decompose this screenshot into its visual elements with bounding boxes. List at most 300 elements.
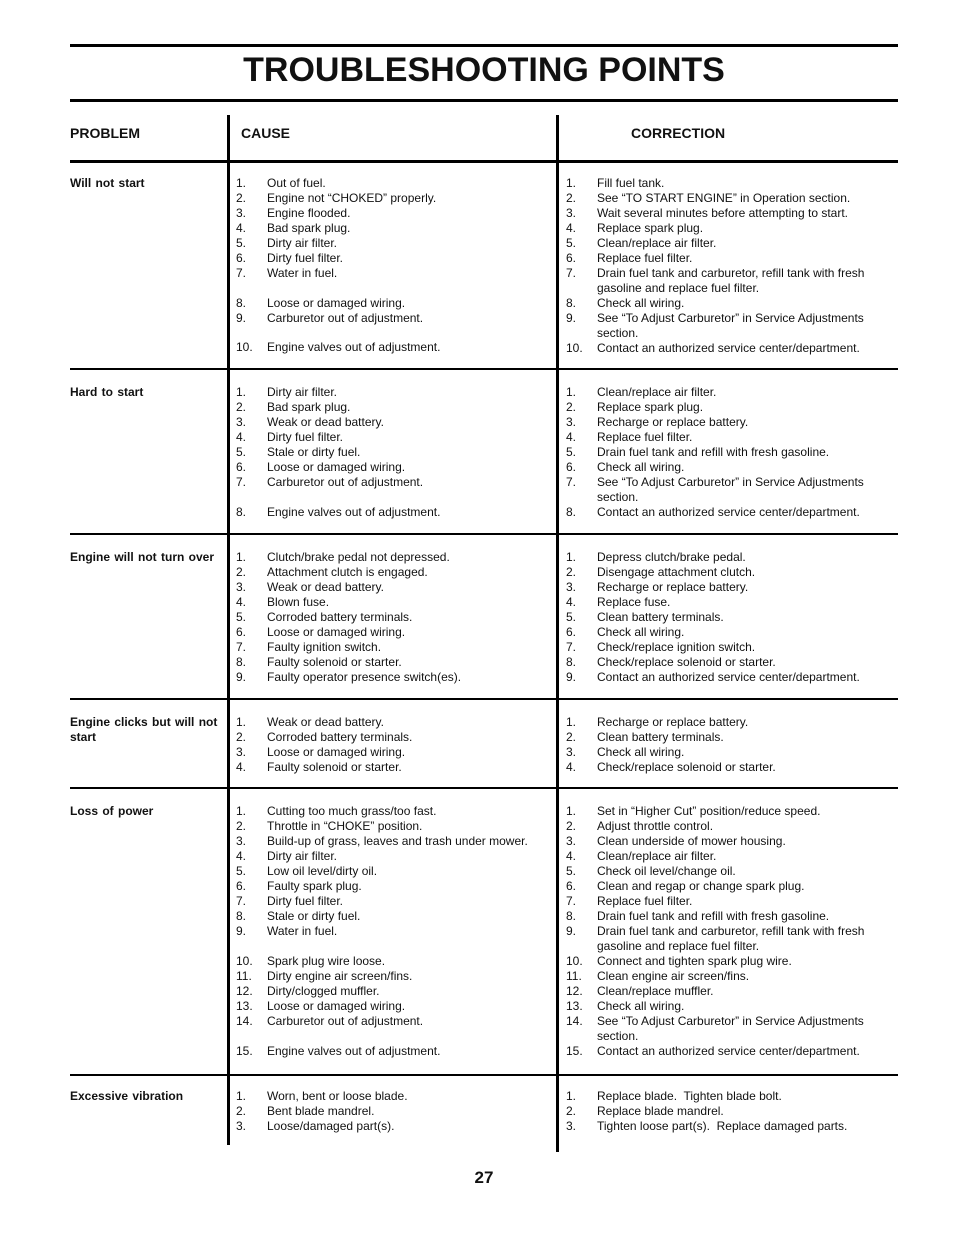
cause-list bbox=[236, 804, 554, 1059]
correction-item bbox=[566, 804, 888, 819]
section-divider bbox=[70, 1074, 898, 1076]
cause-text: Low oil level/dirty oil. bbox=[267, 864, 378, 878]
item-number: 4. bbox=[566, 430, 577, 444]
item-number: 14. bbox=[236, 1014, 253, 1028]
cause-text: Cutting too much grass/too fast. bbox=[267, 804, 437, 818]
correction-text: Clean/replace air filter. bbox=[597, 236, 717, 250]
cause-item bbox=[236, 610, 554, 625]
correction-text: Check oil level/change oil. bbox=[597, 864, 736, 878]
item-number: 8. bbox=[236, 505, 247, 519]
correction-list bbox=[566, 176, 888, 356]
cause-item bbox=[236, 415, 554, 430]
correction-text: See “To Adjust Carburetor” in Service Adjustments section. bbox=[597, 475, 864, 504]
item-number: 2. bbox=[566, 1104, 577, 1118]
item-number: 6. bbox=[236, 460, 247, 474]
correction-item bbox=[566, 1089, 888, 1104]
cause-list bbox=[236, 385, 554, 520]
item-number: 9. bbox=[236, 924, 247, 938]
correction-text: Replace fuel filter. bbox=[597, 894, 693, 908]
item-number: 6. bbox=[566, 251, 577, 265]
cause-text: Blown fuse. bbox=[267, 595, 330, 609]
item-number: 2. bbox=[236, 400, 247, 414]
correction-item bbox=[566, 445, 888, 460]
correction-item bbox=[566, 206, 888, 221]
cause-item bbox=[236, 191, 554, 206]
item-number: 5. bbox=[236, 610, 247, 624]
item-number: 5. bbox=[236, 445, 247, 459]
correction-list bbox=[566, 715, 888, 775]
correction-text: See “To Adjust Carburetor” in Service Adjustments section. bbox=[597, 1014, 864, 1043]
cause-text: Corroded battery terminals. bbox=[267, 730, 413, 744]
correction-text: Clean/replace air filter. bbox=[597, 385, 717, 399]
item-number: 1. bbox=[566, 804, 577, 818]
correction-list bbox=[566, 550, 888, 685]
correction-item bbox=[566, 505, 888, 520]
cause-item bbox=[236, 625, 554, 640]
cause-item bbox=[236, 670, 554, 685]
correction-text: Disengage attachment clutch. bbox=[597, 565, 756, 579]
cause-text: Spark plug wire loose. bbox=[267, 954, 386, 968]
cause-item bbox=[236, 266, 554, 281]
item-number: 15. bbox=[236, 1044, 253, 1058]
item-number: 13. bbox=[236, 999, 253, 1013]
cause-text: Clutch/brake pedal not depressed. bbox=[267, 550, 450, 564]
item-number: 5. bbox=[566, 445, 577, 459]
item-number: 12. bbox=[566, 984, 583, 998]
item-number: 8. bbox=[566, 505, 577, 519]
correction-text: Check all wiring. bbox=[597, 745, 685, 759]
correction-text: Clean and regap or change spark plug. bbox=[597, 879, 805, 893]
cause-item bbox=[236, 984, 554, 999]
cause-text: Engine not “CHOKED” properly. bbox=[267, 191, 437, 205]
cause-text: Stale or dirty fuel. bbox=[267, 909, 361, 923]
item-number: 10. bbox=[566, 341, 583, 355]
correction-item bbox=[566, 864, 888, 879]
section-divider bbox=[70, 698, 898, 700]
item-number: 8. bbox=[236, 296, 247, 310]
item-number: 4. bbox=[236, 221, 247, 235]
item-number: 9. bbox=[566, 670, 577, 684]
cause-text: Engine valves out of adjustment. bbox=[267, 1044, 441, 1058]
cause-item bbox=[236, 221, 554, 236]
cause-item bbox=[236, 385, 554, 400]
cause-text: Out of fuel. bbox=[267, 176, 326, 190]
section-divider bbox=[70, 368, 898, 370]
item-number: 9. bbox=[566, 311, 577, 325]
cause-item bbox=[236, 954, 554, 969]
correction-item bbox=[566, 191, 888, 206]
item-number: 4. bbox=[236, 595, 247, 609]
cause-text: Dirty air filter. bbox=[267, 385, 338, 399]
cause-text: Faulty operator presence switch(es). bbox=[267, 670, 462, 684]
item-number: 7. bbox=[566, 266, 577, 280]
item-number: 2. bbox=[236, 1104, 247, 1118]
correction-item bbox=[566, 849, 888, 864]
page-number: 27 bbox=[474, 1168, 494, 1187]
problem-label: Engine clicks but will not start bbox=[70, 715, 218, 744]
correction-item bbox=[566, 430, 888, 445]
correction-item bbox=[566, 760, 888, 775]
cause-text: Faulty solenoid or starter. bbox=[267, 760, 402, 774]
correction-text: Replace fuel filter. bbox=[597, 430, 693, 444]
cause-item bbox=[236, 580, 554, 595]
cause-item bbox=[236, 296, 554, 311]
item-number: 8. bbox=[236, 909, 247, 923]
page-title: TROUBLESHOOTING POINTS bbox=[243, 51, 725, 89]
item-number: 6. bbox=[566, 625, 577, 639]
item-number: 4. bbox=[236, 849, 247, 863]
item-number: 7. bbox=[236, 475, 247, 489]
correction-text: Replace fuse. bbox=[597, 595, 671, 609]
item-number: 13. bbox=[566, 999, 583, 1013]
item-number: 12. bbox=[236, 984, 253, 998]
section-divider bbox=[70, 533, 898, 535]
cause-text: Weak or dead battery. bbox=[267, 415, 384, 429]
cause-text: Faulty solenoid or starter. bbox=[267, 655, 402, 669]
item-number: 3. bbox=[236, 1119, 247, 1133]
cause-text: Faulty ignition switch. bbox=[267, 640, 382, 654]
cause-item bbox=[236, 909, 554, 924]
cause-text: Dirty/clogged muffler. bbox=[267, 984, 380, 998]
cause-item bbox=[236, 550, 554, 565]
item-number: 9. bbox=[236, 670, 247, 684]
correction-item bbox=[566, 969, 888, 984]
correction-text: Recharge or replace battery. bbox=[597, 415, 749, 429]
cause-item bbox=[236, 804, 554, 819]
item-number: 2. bbox=[566, 819, 577, 833]
item-number: 1. bbox=[566, 550, 577, 564]
correction-text: Recharge or replace battery. bbox=[597, 715, 749, 729]
cause-item bbox=[236, 999, 554, 1014]
correction-text: Check all wiring. bbox=[597, 999, 685, 1013]
correction-item bbox=[566, 834, 888, 849]
correction-text: See “TO START ENGINE” in Operation section. bbox=[597, 191, 851, 205]
item-number: 1. bbox=[566, 1089, 577, 1103]
correction-text: Clean battery terminals. bbox=[597, 610, 724, 624]
correction-item bbox=[566, 819, 888, 834]
cause-item bbox=[236, 715, 554, 730]
cause-item bbox=[236, 565, 554, 580]
cause-text: Stale or dirty fuel. bbox=[267, 445, 361, 459]
item-number: 2. bbox=[236, 565, 247, 579]
cause-text: Engine valves out of adjustment. bbox=[267, 340, 441, 354]
cause-item bbox=[236, 1089, 554, 1104]
correction-text: Check all wiring. bbox=[597, 625, 685, 639]
correction-text: Check all wiring. bbox=[597, 296, 685, 310]
cause-item bbox=[236, 311, 554, 326]
cause-item bbox=[236, 849, 554, 864]
cause-text: Dirty engine air screen/fins. bbox=[267, 969, 413, 983]
cause-text: Engine valves out of adjustment. bbox=[267, 505, 441, 519]
item-number: 5. bbox=[566, 864, 577, 878]
correction-item bbox=[566, 730, 888, 745]
correction-item bbox=[566, 341, 888, 356]
correction-list bbox=[566, 385, 888, 520]
cause-text: Build-up of grass, leaves and trash under mower. bbox=[267, 834, 528, 848]
cause-list bbox=[236, 176, 554, 355]
item-number: 7. bbox=[566, 640, 577, 654]
correction-item bbox=[566, 715, 888, 730]
problem-label: Engine will not turn over bbox=[70, 550, 215, 564]
correction-list bbox=[566, 1089, 888, 1134]
item-number: 6. bbox=[236, 879, 247, 893]
correction-item bbox=[566, 640, 888, 655]
item-number: 3. bbox=[236, 206, 247, 220]
item-number: 11. bbox=[566, 969, 582, 983]
item-number: 3. bbox=[566, 206, 577, 220]
item-number: 2. bbox=[566, 400, 577, 414]
correction-item bbox=[566, 999, 888, 1014]
header-cause: CAUSE bbox=[241, 125, 291, 141]
item-number: 15. bbox=[566, 1044, 583, 1058]
correction-text: Replace blade mandrel. bbox=[597, 1104, 724, 1118]
cause-text: Corroded battery terminals. bbox=[267, 610, 413, 624]
correction-text: Connect and tighten spark plug wire. bbox=[597, 954, 792, 968]
item-number: 5. bbox=[566, 610, 577, 624]
correction-item bbox=[566, 580, 888, 595]
cause-item bbox=[236, 1104, 554, 1119]
item-number: 2. bbox=[236, 730, 247, 744]
item-number: 10. bbox=[236, 340, 253, 354]
correction-item bbox=[566, 385, 888, 400]
item-number: 10. bbox=[566, 954, 583, 968]
correction-text: Clean/replace muffler. bbox=[597, 984, 714, 998]
cause-item bbox=[236, 879, 554, 894]
cause-item bbox=[236, 505, 554, 520]
cause-item bbox=[236, 819, 554, 834]
cause-item bbox=[236, 430, 554, 445]
item-number: 2. bbox=[236, 819, 247, 833]
correction-item bbox=[566, 909, 888, 924]
item-number: 3. bbox=[566, 580, 577, 594]
item-number: 3. bbox=[566, 834, 577, 848]
cause-text: Dirty fuel filter. bbox=[267, 251, 344, 265]
correction-text: Replace fuel filter. bbox=[597, 251, 693, 265]
item-number: 8. bbox=[566, 296, 577, 310]
item-number: 4. bbox=[566, 595, 577, 609]
correction-text: Check all wiring. bbox=[597, 460, 685, 474]
correction-item bbox=[566, 475, 888, 505]
correction-item bbox=[566, 924, 888, 954]
correction-item bbox=[566, 745, 888, 760]
item-number: 4. bbox=[236, 430, 247, 444]
item-number: 2. bbox=[566, 730, 577, 744]
cause-item bbox=[236, 340, 554, 355]
cause-text: Carburetor out of adjustment. bbox=[267, 311, 424, 325]
cause-text: Loose/damaged part(s). bbox=[267, 1119, 395, 1133]
problem-label: Will not start bbox=[70, 176, 145, 190]
item-number: 4. bbox=[236, 760, 247, 774]
item-number: 7. bbox=[236, 640, 247, 654]
cause-item bbox=[236, 236, 554, 251]
correction-text: Tighten loose part(s). Replace damaged parts. bbox=[597, 1119, 848, 1133]
item-number: 1. bbox=[236, 176, 247, 190]
section-divider bbox=[70, 787, 898, 789]
cause-item bbox=[236, 400, 554, 415]
item-number: 6. bbox=[236, 625, 247, 639]
item-number: 7. bbox=[236, 266, 247, 280]
correction-text: Contact an authorized service center/department. bbox=[597, 670, 860, 684]
cause-item bbox=[236, 1119, 554, 1134]
correction-text: Clean underside of mower housing. bbox=[597, 834, 786, 848]
item-number: 8. bbox=[236, 655, 247, 669]
cause-text: Dirty air filter. bbox=[267, 236, 338, 250]
header-correction: CORRECTION bbox=[631, 125, 726, 141]
correction-text: Replace spark plug. bbox=[597, 221, 704, 235]
correction-text: Adjust throttle control. bbox=[597, 819, 714, 833]
cause-text: Bad spark plug. bbox=[267, 400, 351, 414]
cause-item bbox=[236, 894, 554, 909]
correction-item bbox=[566, 266, 888, 296]
cause-item bbox=[236, 864, 554, 879]
cause-list bbox=[236, 550, 554, 685]
correction-text: Contact an authorized service center/department. bbox=[597, 341, 860, 355]
cause-item bbox=[236, 595, 554, 610]
cause-text: Throttle in “CHOKE” position. bbox=[267, 819, 423, 833]
item-number: 1. bbox=[566, 715, 577, 729]
correction-item bbox=[566, 984, 888, 999]
correction-text: Wait several minutes before attempting to start. bbox=[597, 206, 848, 220]
correction-text: Check/replace solenoid or starter. bbox=[597, 655, 776, 669]
item-number: 4. bbox=[566, 221, 577, 235]
item-number: 1. bbox=[566, 176, 577, 190]
cause-list bbox=[236, 1089, 554, 1134]
cause-item bbox=[236, 251, 554, 266]
item-number: 1. bbox=[236, 385, 247, 399]
cause-item bbox=[236, 1014, 554, 1029]
correction-text: Drain fuel tank and carburetor, refill tank with fresh gasoline and replace fuel filter. bbox=[597, 924, 865, 953]
cause-text: Loose or damaged wiring. bbox=[267, 460, 406, 474]
item-number: 5. bbox=[236, 864, 247, 878]
problem-label: Hard to start bbox=[70, 385, 144, 399]
cause-text: Carburetor out of adjustment. bbox=[267, 1014, 424, 1028]
item-number: 5. bbox=[566, 236, 577, 250]
item-number: 6. bbox=[566, 879, 577, 893]
correction-item bbox=[566, 251, 888, 266]
correction-text: Check/replace ignition switch. bbox=[597, 640, 756, 654]
correction-text: Replace spark plug. bbox=[597, 400, 704, 414]
correction-item bbox=[566, 1119, 888, 1134]
title-bottom-rule bbox=[70, 99, 898, 102]
correction-item bbox=[566, 894, 888, 909]
cause-text: Loose or damaged wiring. bbox=[267, 745, 406, 759]
cause-item bbox=[236, 834, 554, 849]
cause-text: Bad spark plug. bbox=[267, 221, 351, 235]
item-number: 3. bbox=[566, 415, 577, 429]
cause-text: Weak or dead battery. bbox=[267, 715, 384, 729]
cause-item bbox=[236, 460, 554, 475]
cause-text: Loose or damaged wiring. bbox=[267, 999, 406, 1013]
cause-item bbox=[236, 730, 554, 745]
item-number: 1. bbox=[236, 1089, 247, 1103]
correction-text: Contact an authorized service center/department. bbox=[597, 1044, 860, 1058]
correction-item bbox=[566, 221, 888, 236]
correction-item bbox=[566, 550, 888, 565]
correction-text: Drain fuel tank and carburetor, refill tank with fresh gasoline and replace fuel filter. bbox=[597, 266, 865, 295]
correction-item bbox=[566, 296, 888, 311]
column-divider-right bbox=[556, 115, 559, 1152]
correction-item bbox=[566, 1014, 888, 1044]
item-number: 9. bbox=[566, 924, 577, 938]
correction-item bbox=[566, 176, 888, 191]
correction-item bbox=[566, 415, 888, 430]
correction-text: Fill fuel tank. bbox=[597, 176, 665, 190]
cause-item bbox=[236, 475, 554, 490]
cause-text: Loose or damaged wiring. bbox=[267, 625, 406, 639]
correction-text: Set in “Higher Cut” position/reduce speed. bbox=[597, 804, 821, 818]
item-number: 4. bbox=[566, 849, 577, 863]
item-number: 11. bbox=[236, 969, 252, 983]
correction-text: Drain fuel tank and refill with fresh gasoline. bbox=[597, 445, 830, 459]
item-number: 4. bbox=[566, 760, 577, 774]
cause-text: Engine flooded. bbox=[267, 206, 351, 220]
cause-item bbox=[236, 655, 554, 670]
item-number: 1. bbox=[236, 550, 247, 564]
item-number: 3. bbox=[236, 580, 247, 594]
correction-text: Clean/replace air filter. bbox=[597, 849, 717, 863]
header-bottom-rule bbox=[70, 160, 898, 163]
cause-item bbox=[236, 445, 554, 460]
item-number: 1. bbox=[566, 385, 577, 399]
cause-text: Worn, bent or loose blade. bbox=[267, 1089, 408, 1103]
correction-item bbox=[566, 670, 888, 685]
cause-item bbox=[236, 969, 554, 984]
item-number: 8. bbox=[566, 655, 577, 669]
item-number: 5. bbox=[236, 236, 247, 250]
cause-text: Faulty spark plug. bbox=[267, 879, 362, 893]
correction-text: Check/replace solenoid or starter. bbox=[597, 760, 776, 774]
correction-item bbox=[566, 460, 888, 475]
correction-text: Drain fuel tank and refill with fresh gasoline. bbox=[597, 909, 830, 923]
item-number: 14. bbox=[566, 1014, 583, 1028]
item-number: 3. bbox=[566, 1119, 577, 1133]
cause-text: Water in fuel. bbox=[267, 266, 338, 280]
cause-list bbox=[236, 715, 554, 775]
item-number: 9. bbox=[236, 311, 247, 325]
problem-label: Loss of power bbox=[70, 804, 154, 818]
item-number: 7. bbox=[566, 894, 577, 908]
correction-item bbox=[566, 595, 888, 610]
cause-text: Water in fuel. bbox=[267, 924, 338, 938]
correction-item bbox=[566, 236, 888, 251]
item-number: 10. bbox=[236, 954, 253, 968]
item-number: 3. bbox=[566, 745, 577, 759]
correction-item bbox=[566, 954, 888, 969]
item-number: 7. bbox=[236, 894, 247, 908]
cause-text: Bent blade mandrel. bbox=[267, 1104, 375, 1118]
correction-text: See “To Adjust Carburetor” in Service Adjustments section. bbox=[597, 311, 864, 340]
item-number: 7. bbox=[566, 475, 577, 489]
correction-item bbox=[566, 400, 888, 415]
correction-item bbox=[566, 565, 888, 580]
item-number: 6. bbox=[566, 460, 577, 474]
item-number: 2. bbox=[566, 191, 577, 205]
correction-text: Clean engine air screen/fins. bbox=[597, 969, 750, 983]
correction-item bbox=[566, 1104, 888, 1119]
correction-text: Depress clutch/brake pedal. bbox=[597, 550, 746, 564]
cause-text: Attachment clutch is engaged. bbox=[267, 565, 428, 579]
cause-item bbox=[236, 760, 554, 775]
item-number: 1. bbox=[236, 715, 247, 729]
cause-item bbox=[236, 176, 554, 191]
cause-item bbox=[236, 640, 554, 655]
item-number: 3. bbox=[236, 745, 247, 759]
item-number: 6. bbox=[236, 251, 247, 265]
header-problem: PROBLEM bbox=[70, 125, 140, 141]
cause-text: Weak or dead battery. bbox=[267, 580, 384, 594]
correction-text: Replace blade. Tighten blade bolt. bbox=[597, 1089, 782, 1103]
correction-text: Recharge or replace battery. bbox=[597, 580, 749, 594]
